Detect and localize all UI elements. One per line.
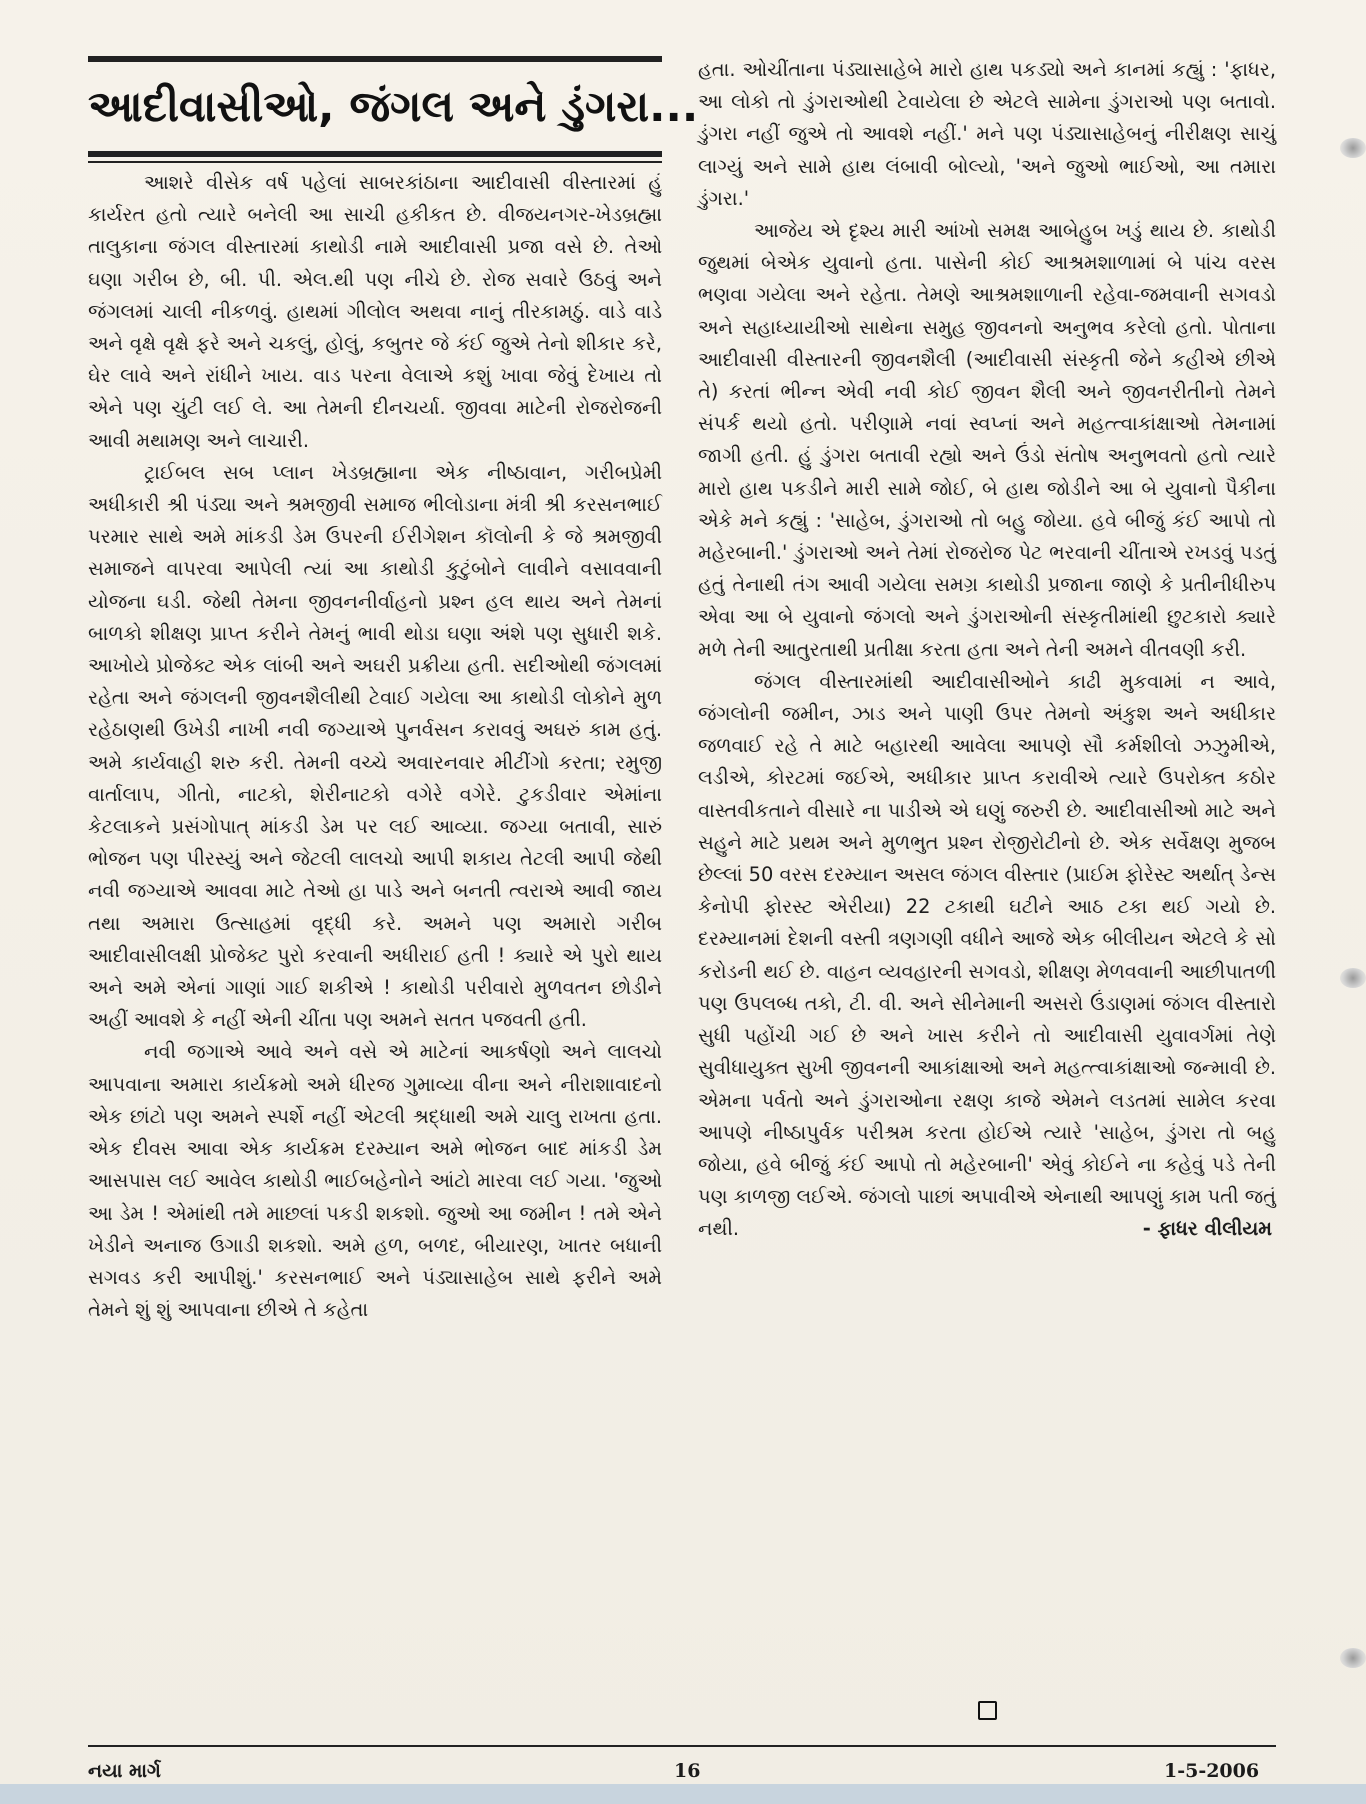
end-of-article-icon xyxy=(978,1701,997,1720)
binder-hole xyxy=(1340,968,1366,988)
magazine-name: નયા માર્ગ xyxy=(88,1760,161,1782)
left-column xyxy=(88,167,662,1326)
paragraph: હતા. ઓચીંતાના પંડ્યાસાહેબે મારો હાથ પકડ્યો અને કાનમાં કહ્યું : 'ફાધર, આ લોકો તો ડુંગરાઓથી ટેવાયેલા છે એટલે સામેના ડુંગરાઓ પણ બતાવો. ડુંગરા નહીં જુએ તો આવશે નહીં.' મને પણ પંડ્યાસાહેબનું નીરીક્ષણ સાચું લાગ્યું અને સામે હાથ લંબાવી બોલ્યો, 'અને જુઓ ભાઈઓ, આ તમારા ડુંગરા.' xyxy=(698,58,1276,210)
title-top-rule xyxy=(88,56,662,62)
issue-date: 1-5-2006 xyxy=(1164,1760,1260,1782)
title-block xyxy=(88,56,699,163)
page-number: 16 xyxy=(674,1760,701,1782)
footer-rule xyxy=(88,1745,1276,1747)
title-bottom-thin-rule xyxy=(88,161,662,163)
paragraph-text: જંગલ વીસ્તારમાંથી આદીવાસીઓને કાઢી મુકવામાં ન આવે, જંગલોની જમીન, ઝાડ અને પાણી ઉપર તેમનો અંકુશ અને અધીકાર જળવાઈ રહે તે માટે બહારથી આવેલા આપણે સૌ કર્મશીલો ઝઝુમીએ, લડીએ, કોરટમાં જઈએ, અધીકાર પ્રાપ્ત કરાવીએ ત્યારે ઉપરોક્ત કઠોર વાસ્તવીકતાને વીસારે ના પાડીએ એ ઘણું જરુરી છે. આદીવાસીઓ માટે અને સહુને માટે પ્રથમ અને મુળભુત પ્રશ્ન રોજીરોટીનો છે. એક સર્વેક્ષણ મુજબ છેલ્લાં 50 વરસ દરમ્યાન અસલ જંગલ વીસ્તાર (પ્રાઈમ ફોરેસ્ટ અર્થાત્ ડેન્સ કેનોપી ફોરસ્ટ એરીયા) 22 ટકાથી ઘટીને આઠ ટકા થઈ ગયો છે. દરમ્યાનમાં દેશની વસ્તી ત્રણગણી વધીને આજે એક બીલીયન એટલે કે સો કરોડની થઈ છે. વાહન વ્યવહારની સગવડો, શીક્ષણ મેળવવાની આછીપાતળી પણ ઉપલબ્ધ તકો, ટી. વી. અને સીનેમાની અસરો ઉંડાણમાં જંગલ વીસ્તારો સુધી પહોંચી ગઈ છે અને ખાસ કરીને તો આદીવાસી યુવાવર્ગમાં તેણે સુવીધાયુક્ત સુખી જીવનની આકાંક્ષાઓ અને મહત્ત્વાકાંક્ષાઓ જન્માવી છે. એમના પર્વતો અને ડુંગરાઓના રક્ષણ કાજે એમને લડતમાં સામેલ કરવા આપણે નીષ્ઠાપુર્વક પરીશ્રમ કરતા હોઈએ ત્યારે 'સાહેબ, ડુંગરા તો બહુ જોયા, હવે બીજું કંઈ આપો તો મહેરબાની' એવું કોઈને ના કહેવું પડે તેની પણ કાળજી લઈએ. જંગલો પાછાં અપાવીએ એનાથી આપણું કામ પતી જતું નથી. xyxy=(698,669,1276,1241)
binder-hole xyxy=(1340,138,1366,158)
title-bottom-rule xyxy=(88,151,662,157)
scan-edge xyxy=(0,1784,1366,1804)
article-title: આદીવાસીઓ, જંગલ અને ડુંગરા... xyxy=(88,82,699,132)
paragraph: આશરે વીસેક વર્ષ પહેલાં સાબરકાંઠાના આદીવાસી વીસ્તારમાં હું કાર્યરત હતો ત્યારે બનેલી આ સાચી હકીકત છે. વીજયનગર-ખેડબ્રહ્મા તાલુકાના જંગલ વીસ્તારમાં કાથોડી નામે આદીવાસી પ્રજા વસે છે. તેઓ ઘણા ગરીબ છે, બી. પી. એલ.થી પણ નીચે છે. રોજ સવારે ઉઠવું અને જંગલમાં ચાલી નીકળવું. હાથમાં ગીલોલ અથવા નાનું તીરકામઠું. વાડે વાડે અને વૃક્ષે વૃક્ષે ફરે અને ચકલું, હોલું, કબુતર જે કંઈ જુએ તેનો શીકાર કરે, ઘેર લાવે અને રાંધીને ખાય. વાડ પરના વેલાએ કશું ખાવા જેવું દેખાય તો એને પણ ચુંટી લઈ લે. આ તેમની દીનચર્યા. જીવવા માટેની રોજરોજની આવી મથામણ અને લાચારી. xyxy=(88,171,662,452)
binder-hole xyxy=(1340,1648,1366,1668)
author-signature: - ફાધર વીલીયમ xyxy=(1142,1217,1272,1241)
paragraph: નવી જગાએ આવે અને વસે એ માટેનાં આકર્ષણો અને લાલચો આપવાના અમારા કાર્યક્રમો અમે ધીરજ ગુમાવ્યા વીના અને નીરાશાવાદનો એક છાંટો પણ અમને સ્પર્શે નહીં એટલી શ્રદ્ધાથી અમે ચાલુ રાખતા હતા. એક દીવસ આવા એક કાર્યક્રમ દરમ્યાન અમે ભોજન બાદ માંકડી ડેમ આસપાસ લઈ આવેલ કાથોડી ભાઈબહેનોને આંટો મારવા લઈ ગયા. 'જુઓ આ ડેમ ! એમાંથી તમે માછલાં પકડી શકશો. જુઓ આ જમીન ! તમે એને ખેડીને અનાજ ઉગાડી શકશો. અમે હળ, બળદ, બીયારણ, ખાતર બધાની સગવડ કરી આપીશું.' કરસનભાઈ અને પંડ્યાસાહેબ સાથે ફરીને અમે તેમને શું શું આપવાના છીએ તે કહેતા xyxy=(88,1040,662,1322)
right-column xyxy=(698,54,1276,1246)
paragraph: આજેય એ દૃશ્ય મારી આંખો સમક્ષ આબેહુબ ખડું થાય છે. કાથોડી જુથમાં બેએક યુવાનો હતા. પાસેની કોઈ આશ્રમશાળામાં બે પાંચ વરસ ભણવા ગયેલા અને રહેતા. તેમણે આશ્રમશાળાની રહેવા-જમવાની સગવડો અને સહાધ્યાયીઓ સાથેના સમુહ જીવનનો અનુભવ કરેલો હતો. પોતાના આદીવાસી વીસ્તારની જીવનશૈલી (આદીવાસી સંસ્કૃતી જેને કહીએ છીએ તે) કરતાં ભીન્ન એવી નવી કોઈ જીવન શૈલી અને જીવનરીતીનો તેમને સંપર્ક થયો હતો. પરીણામે નવાં સ્વપ્નાં અને મહત્ત્વાકાંક્ષાઓ તેમનામાં જાગી હતી. હું ડુંગરા બતાવી રહ્યો અને ઉંડો સંતોષ અનુભવતો હતો ત્યારે મારો હાથ પકડીને મારી સામે જોઈ, બે હાથ જોડીને આ બે યુવાનો પૈકીના એકે મને કહ્યું : 'સાહેબ, ડુંગરાઓ તો બહુ જોયા. હવે બીજું કંઈ આપો તો મહેરબાની.' ડુંગરાઓ અને તેમાં રોજરોજ પેટ ભરવાની ચીંતાએ રખડવું પડતું હતું તેનાથી તંગ આવી ગયેલા સમગ્ર કાથોડી પ્રજાના જાણે કે પ્રતીનીધીરુપ એવા આ બે યુવાનો જંગલો અને ડુંગરાઓની સંસ્કૃતીમાંથી છુટકારો ક્યારે મળે તેની આતુરતાથી પ્રતીક્ષા કરતા હતા અને તેની અમને વીતવણી કરી. xyxy=(698,219,1276,661)
paragraph: ટ્રાઈબલ સબ પ્લાન ખેડબ્રહ્માના એક નીષ્ઠાવાન, ગરીબપ્રેમી અધીકારી શ્રી પંડ્યા અને શ્રમજીવી સમાજ ભીલોડાના મંત્રી શ્રી કરસનભાઈ પરમાર સાથે અમે માંકડી ડેમ ઉપરની ઈરીગેશન કૉલોની કે જે શ્રમજીવી સમાજને વાપરવા આપેલી ત્યાં આ કાથોડી કુટુંબોને લાવીને વસાવવાની યોજના ઘડી. જેથી તેમના જીવનનીર્વાહનો પ્રશ્ન હલ થાય અને તેમનાં બાળકો શીક્ષણ પ્રાપ્ત કરીને તેમનું ભાવી થોડા ઘણા અંશે પણ સુધારી શકે. આખોયે પ્રોજેક્ટ એક લાંબી અને અઘરી પ્રક્રીયા હતી. સદીઓથી જંગલમાં રહેતા અને જંગલની જીવનશૈલીથી ટેવાઈ ગયેલા આ કાથોડી લોકોને મુળ રહેઠાણથી ઉખેડી નાખી નવી જગ્યાએ પુનર્વસન કરાવવું અઘરું કામ હતું. અમે કાર્યવાહી શરુ કરી. તેમની વચ્ચે અવારનવાર મીટીંગો કરતા; રમુજી વાર્તાલાપ, ગીતો, નાટકો, શેરીનાટકો વગેરે વગેરે. ટુકડીવાર એમાંના કેટલાકને પ્રસંગોપાત્ માંકડી ડેમ પર લઈ આવ્યા. જગ્યા બતાવી, સારું ભોજન પણ પીરસ્યું અને જેટલી લાલચો આપી શકાય તેટલી આપી જેથી નવી જગ્યાએ આવવા માટે તેઓ હા પાડે અને બનતી ત્વરાએ આવી જાય તથા અમારા ઉત્સાહમાં વૃદ્ધી કરે. અમને પણ અમારો ગરીબ આદીવાસીલક્ષી પ્રોજેક્ટ પુરો કરવાની અધીરાઈ હતી ! ક્યારે એ પુરો થાય અને અમે એનાં ગાણાં ગાઈ શકીએ ! કાથોડી પરીવારો મુળવતન છોડીને અહીં આવશે કે નહીં એની ચીંતા પણ અમને સતત પજવતી હતી. xyxy=(88,460,662,1032)
paragraph xyxy=(698,666,1276,1246)
